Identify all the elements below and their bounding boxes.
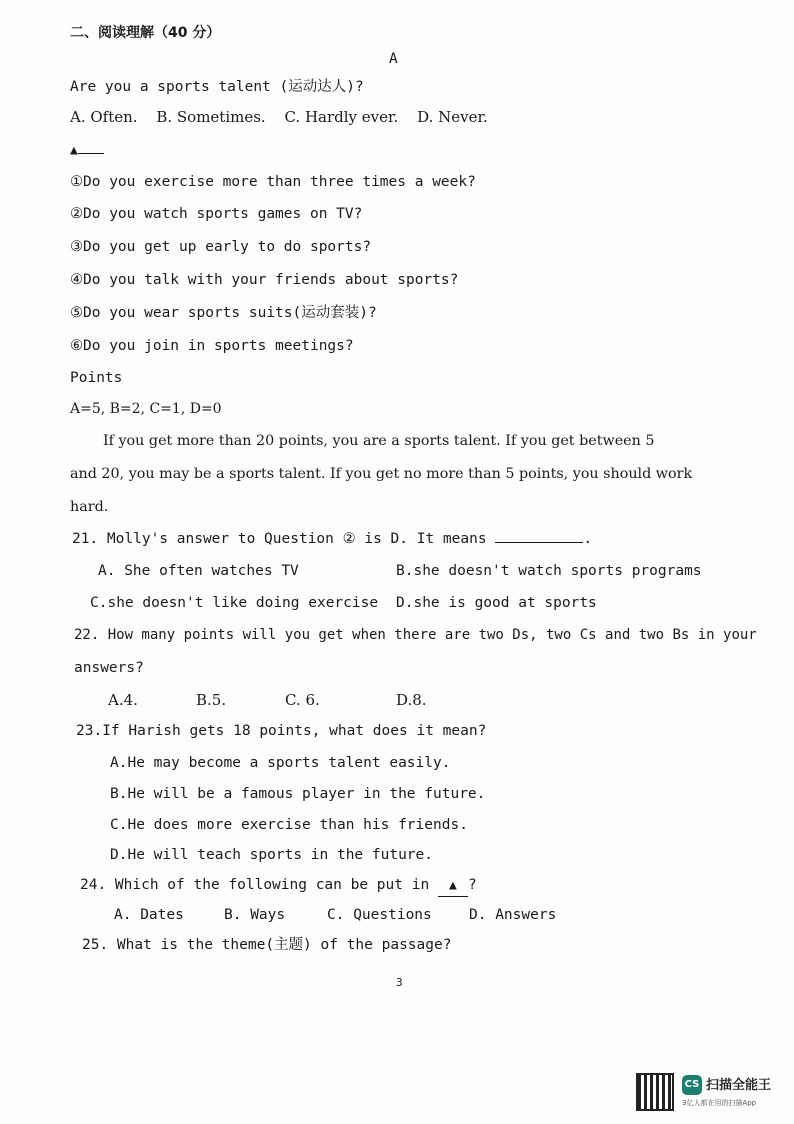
qr-code xyxy=(636,1073,674,1111)
q23-stem: 23.If Harish gets 18 points, what does it mean? xyxy=(76,723,487,739)
quiz-question-2: ②Do you watch sports games on TV? xyxy=(70,206,363,222)
q24-option-b: B. Ways xyxy=(224,907,286,923)
option-often: A. Often. xyxy=(70,108,138,126)
q23-option-b: B.He will be a famous player in the future. xyxy=(110,786,486,802)
points-label: Points xyxy=(70,370,123,386)
result-paragraph-line-1: If you get more than 20 points, you are a sports talent. If you get between 5 xyxy=(103,433,655,449)
q24-stem: 24. Which of the following can be put in ▲ ? xyxy=(80,875,477,897)
q22-stem-line-2: answers? xyxy=(74,660,144,676)
intro-question: Are you a sports talent (运动达人)? xyxy=(70,79,364,95)
q22-option-a: A.4. xyxy=(108,691,138,709)
q22-option-d: D.8. xyxy=(396,691,427,709)
q21-option-a: A. She often watches TV xyxy=(98,563,299,579)
quiz-question-3: ③Do you get up early to do sports? xyxy=(70,239,372,255)
q24-option-a: A. Dates xyxy=(114,907,184,923)
quiz-question-4: ④Do you talk with your friends about sports? xyxy=(70,272,459,288)
q25-stem: 25. What is the theme(主题) of the passage? xyxy=(82,937,452,953)
q22-stem-line-1: 22. How many points will you get when there are two Ds, two Cs and two Bs in your xyxy=(74,627,757,643)
q22-option-c: C. 6. xyxy=(285,691,320,709)
q21-stem: 21. Molly's answer to Question ② is D. It means . xyxy=(72,531,593,547)
camscanner-tagline: 3亿人都在用的扫描App xyxy=(682,1099,757,1107)
points-values: A=5, B=2, C=1, D=0 xyxy=(70,401,222,417)
q22-option-b: B.5. xyxy=(196,691,227,709)
q23-option-a: A.He may become a sports talent easily. xyxy=(110,755,451,771)
option-never: D. Never. xyxy=(417,108,488,126)
quiz-question-5: ⑤Do you wear sports suits(运动套装)? xyxy=(70,305,377,321)
passage-label: A xyxy=(389,51,398,67)
q21-option-c: C.she doesn't like doing exercise xyxy=(90,595,379,611)
camscanner-logo-icon: CS xyxy=(682,1075,702,1095)
page-number: 3 xyxy=(396,976,403,989)
triangle-icon: ▲ xyxy=(70,143,78,158)
option-sometimes: B. Sometimes. xyxy=(156,108,266,126)
option-hardly-ever: C. Hardly ever. xyxy=(284,108,399,126)
q21-option-b: B.she doesn't watch sports programs xyxy=(396,563,702,579)
section-title: 二、阅读理解（40 分） xyxy=(70,25,221,41)
q24-option-c: C. Questions xyxy=(327,907,432,923)
q23-option-c: C.He does more exercise than his friends. xyxy=(110,817,468,833)
title-blank xyxy=(70,140,104,161)
q23-option-d: D.He will teach sports in the future. xyxy=(110,847,434,863)
result-paragraph-line-3: hard. xyxy=(70,499,109,515)
quiz-question-1: ①Do you exercise more than three times a week? xyxy=(70,174,476,190)
result-paragraph-line-2: and 20, you may be a sports talent. If you get no more than 5 points, you should work xyxy=(70,466,693,482)
quiz-question-6: ⑥Do you join in sports meetings? xyxy=(70,338,354,354)
triangle-icon: ▲ xyxy=(449,878,457,893)
camscanner-name: 扫描全能王 xyxy=(706,1078,772,1093)
q24-option-d: D. Answers xyxy=(469,907,557,923)
options-line xyxy=(70,107,488,127)
answer-blank xyxy=(495,542,583,543)
q21-option-d: D.she is good at sports xyxy=(396,595,597,611)
